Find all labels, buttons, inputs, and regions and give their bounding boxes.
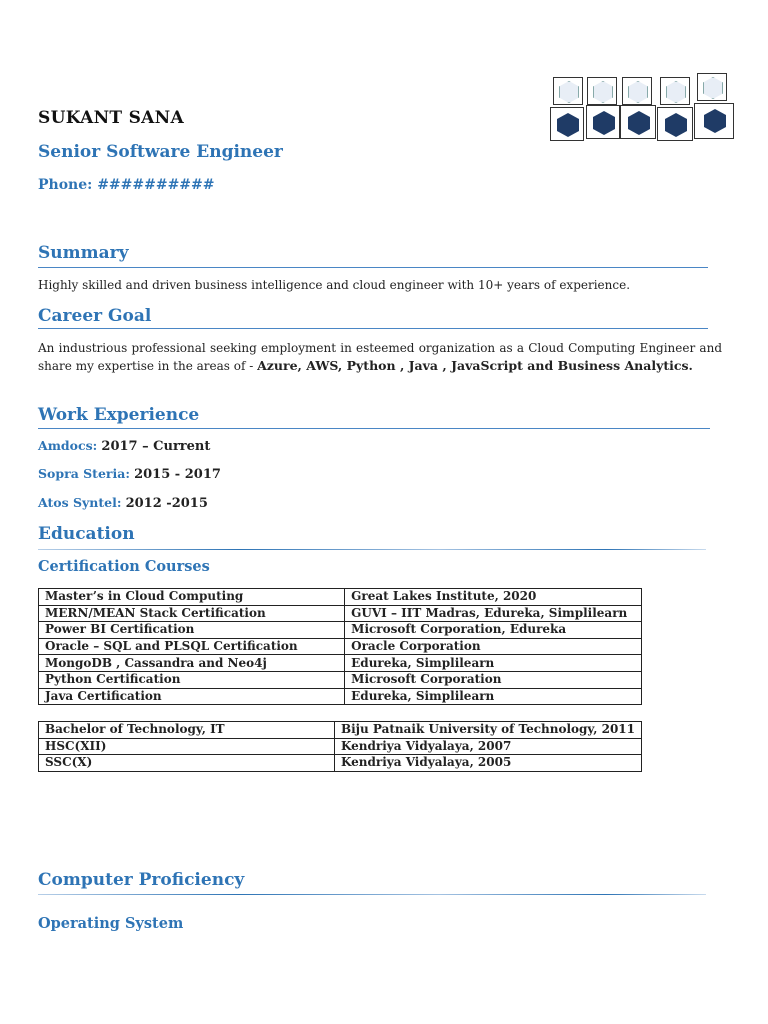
degree-name: HSC(XII) bbox=[39, 738, 335, 755]
certification-name: Oracle – SQL and PLSQL Certification bbox=[39, 638, 345, 655]
certification-courses-heading: Certification Courses bbox=[38, 558, 210, 575]
degree-institution: Kendriya Vidyalaya, 2007 bbox=[334, 738, 641, 755]
computer-proficiency-divider bbox=[38, 894, 706, 895]
certification-name: Java Certification bbox=[39, 688, 345, 705]
work-experience-item bbox=[38, 466, 221, 482]
table-row bbox=[39, 655, 642, 672]
work-experience-heading: Work Experience bbox=[38, 405, 200, 425]
education-heading: Education bbox=[38, 524, 135, 544]
aws-cert-badge-icon bbox=[553, 77, 583, 105]
computer-proficiency-heading: Computer Proficiency bbox=[38, 870, 245, 890]
phone-line bbox=[38, 177, 215, 193]
career-goal-skills: Azure, AWS, Python , Java , JavaScript and Business Analytics. bbox=[257, 358, 693, 373]
certification-name: Python Certification bbox=[39, 671, 345, 688]
certification-provider: Edureka, Simplilearn bbox=[345, 655, 642, 672]
degree-institution: Kendriya Vidyalaya, 2005 bbox=[334, 755, 641, 772]
employment-years: 2017 – Current bbox=[101, 439, 211, 454]
employment-years: 2015 - 2017 bbox=[134, 467, 221, 482]
degree-institution: Biju Patnaik University of Technology, 2011 bbox=[334, 722, 641, 739]
table-row bbox=[39, 605, 642, 622]
certification-provider: Microsoft Corporation bbox=[345, 671, 642, 688]
certification-name: MongoDB , Cassandra and Neo4j bbox=[39, 655, 345, 672]
company-name: Amdocs: bbox=[38, 438, 98, 453]
phone-label: Phone: bbox=[38, 177, 93, 193]
aws-cert-badge-icon bbox=[660, 77, 690, 105]
work-experience-item bbox=[38, 495, 208, 511]
summary-divider bbox=[38, 267, 708, 268]
aws-cert-badge-icon bbox=[622, 77, 652, 105]
certification-provider: Edureka, Simplilearn bbox=[345, 688, 642, 705]
aws-cert-badge-icon bbox=[697, 73, 727, 101]
phone-value: ########## bbox=[97, 177, 215, 193]
table-row bbox=[39, 622, 642, 639]
job-title: Senior Software Engineer bbox=[38, 142, 283, 162]
table-row bbox=[39, 688, 642, 705]
certification-name: MERN/MEAN Stack Certification bbox=[39, 605, 345, 622]
certification-badges bbox=[548, 73, 736, 143]
degree-name: SSC(X) bbox=[39, 755, 335, 772]
azure-cert-badge-icon bbox=[586, 105, 620, 139]
certification-name: Power BI Certification bbox=[39, 622, 345, 639]
degree-name: Bachelor of Technology, IT bbox=[39, 722, 335, 739]
candidate-name: SUKANT SANA bbox=[38, 108, 184, 128]
azure-cert-badge-icon bbox=[620, 105, 656, 139]
table-row bbox=[39, 738, 642, 755]
career-goal-plain-text: An industrious professional seeking employment in esteemed organization as a Cloud Computing Engineer and share my expertise in the areas of - bbox=[38, 341, 722, 373]
table-row bbox=[39, 671, 642, 688]
azure-cert-badge-icon bbox=[694, 103, 734, 139]
azure-cert-badge-icon bbox=[657, 107, 693, 141]
table-row bbox=[39, 722, 642, 739]
table-row bbox=[39, 638, 642, 655]
employment-years: 2012 -2015 bbox=[125, 496, 208, 511]
certifications-table bbox=[38, 588, 642, 705]
work-experience-divider bbox=[38, 428, 710, 429]
certification-name: Master’s in Cloud Computing bbox=[39, 589, 345, 606]
work-experience-item bbox=[38, 438, 210, 454]
aws-cert-badge-icon bbox=[587, 77, 617, 105]
company-name: Sopra Steria: bbox=[38, 466, 130, 481]
summary-text: Highly skilled and driven business intelligence and cloud engineer with 10+ years of experience. bbox=[38, 278, 631, 292]
certification-provider: Oracle Corporation bbox=[345, 638, 642, 655]
summary-heading: Summary bbox=[38, 243, 129, 263]
degrees-table bbox=[38, 721, 642, 772]
career-goal-text bbox=[38, 339, 722, 375]
career-goal-heading: Career Goal bbox=[38, 306, 152, 326]
table-row bbox=[39, 755, 642, 772]
azure-cert-badge-icon bbox=[550, 107, 584, 141]
career-goal-divider bbox=[38, 328, 708, 329]
certification-provider: Microsoft Corporation, Edureka bbox=[345, 622, 642, 639]
table-row bbox=[39, 589, 642, 606]
certification-provider: GUVI – IIT Madras, Edureka, Simplilearn bbox=[345, 605, 642, 622]
company-name: Atos Syntel: bbox=[38, 495, 122, 510]
operating-system-heading: Operating System bbox=[38, 915, 184, 932]
certification-provider: Great Lakes Institute, 2020 bbox=[345, 589, 642, 606]
education-divider bbox=[38, 549, 706, 550]
